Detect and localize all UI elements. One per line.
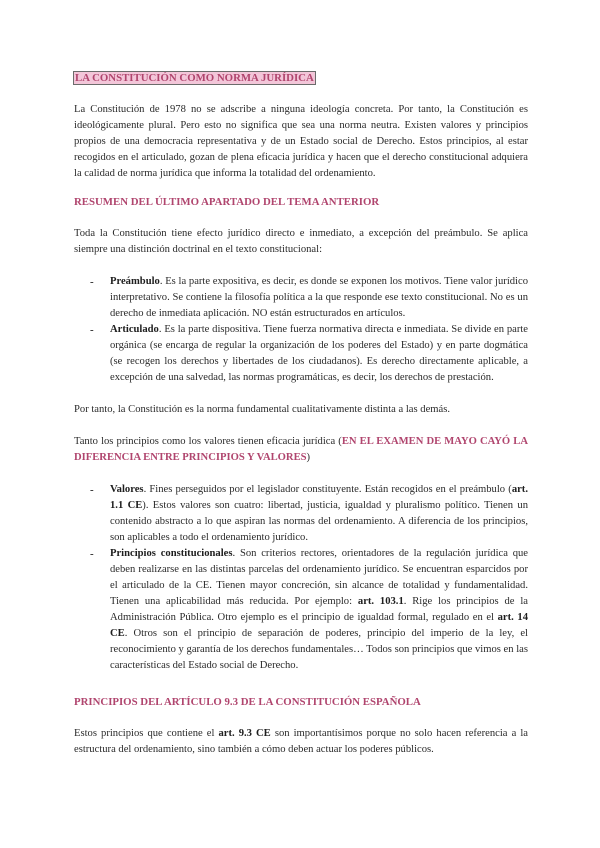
text-articulado: . Es la parte dispositiva. Tiene fuerza normativa directa e inmediata. Se divide en parte orgánica (se encarga de regular la organización de los poderes del Estado) y en parte dogmática (se recogen los derechos y libertades de los ciudadanos). Es derecho directamente aplicable, a excepción de una salvedad, las normas programáticas, es decir, los derechos de prestación.	[110, 324, 528, 383]
ref-art-9-3: art. 9.3 CE	[218, 728, 271, 739]
list-partes	[74, 274, 528, 386]
document-page	[74, 70, 528, 758]
paragraph-resumen-intro: Toda la Constitución tiene efecto jurídico directo e inmediato, a excepción del preámbulo. Se aplica siempre una distinción doctrinal en el texto constitucional:	[74, 228, 528, 255]
list-valores-principios	[74, 482, 528, 674]
valores-text-a: . Fines perseguidos por el legislador constituyente. Están recogidos en el preámbulo (	[143, 484, 512, 495]
principles-intro: Tanto los principios como los valores tienen eficacia jurídica (	[74, 436, 342, 447]
valores-text-b: ). Estos valores son cuatro: libertad, justicia, igualdad y pluralismo político. Tienen un contenido abstracto a lo que aspiran las normas del ordenamiento. A diferencia de los principios, son aplicables a todo el ordenamiento jurídico.	[110, 500, 528, 543]
ref-art-14: art. 14 CE	[110, 612, 529, 639]
list-item-principios	[74, 546, 528, 674]
paragraph-intro: La Constitución de 1978 no se adscribe a ninguna ideología concreta. Por tanto, la Constitución es ideológicamente plural. Pero esto no significa que sea una norma neutra. Existen valores y principios propios de una democracia representativa y de un Estado social de Derecho. Estos principios, al estar recogidos en el articulado, gozan de plena eficacia jurídica y hacen que el derecho constitucional adquiera la calidad de norma jurídica que informa la totalidad del ordenamiento.	[74, 104, 528, 179]
text-preambulo: . Es la parte expositiva, es decir, es donde se exponen los motivos. Tiene valor jurídico interpretativo. Se contiene la filosofía política a la que responde ese texto constitucional. No es un derecho de inmediata aplicación. NO están estructurados en artículos.	[110, 276, 528, 319]
principios-text-c: . Otros son el principio de separación de poderes, principio del imperio de la ley, el reconocimiento y garantía de los derechos fundamentales… Todos son principios que vimos en las características del Estado social de Derecho.	[110, 628, 528, 671]
principios-text-b: . Rige los principios de la Administración Pública. Otro ejemplo es el principio de igualdad formal, regulado en el	[110, 596, 528, 623]
term-preambulo: Preámbulo	[110, 276, 160, 287]
ref-art-103-1: art. 103.1	[357, 596, 404, 607]
principios-text-a: . Son criterios rectores, orientadores de la regulación jurídica que deben realizarse en las distintas parcelas del ordenamiento jurídico. Se encuentran esparcidos por el articulado de la CE. Tienen mayor concreción, sin alcance de totalidad y fundamentalidad. Tienen una aplicabilidad más reducida. Por ejemplo:	[110, 548, 529, 607]
section-title-articulo-9-3: PRINCIPIOS DEL ARTÍCULO 9.3 DE LA CONSTITUCIÓN ESPAÑOLA	[74, 696, 421, 708]
paragraph-principios-valores	[74, 434, 528, 466]
section-title-resumen: RESUMEN DEL ÚLTIMO APARTADO DEL TEMA ANTERIOR	[74, 196, 380, 208]
art93-text-b: son importantísimos porque no solo hacen referencia a la estructura del ordenamiento, sino también a cómo deben actuar los poderes públicos.	[74, 728, 528, 755]
list-item-preambulo	[74, 274, 528, 322]
paragraph-conclusion: Por tanto, la Constitución es la norma fundamental cualitativamente distinta a las demás.	[74, 404, 450, 415]
art93-text-a: Estos principios que contiene el	[74, 728, 219, 739]
highlighted-title: LA CONSTITUCIÓN COMO NORMA JURÍDICA	[75, 72, 314, 84]
section-title-constitucion	[74, 70, 528, 86]
ref-art-1-1: art. 1.1 CE	[110, 484, 528, 511]
paragraph-articulo-9-3	[74, 726, 528, 758]
term-valores: Valores	[110, 484, 144, 495]
term-principios: Principios constitucionales	[110, 548, 233, 559]
exam-note: EN EL EXAMEN DE MAYO CAYÓ LA DIFERENCIA ENTRE PRINCIPIOS Y VALORES	[74, 436, 528, 463]
list-item-articulado	[74, 322, 528, 386]
term-articulado: Articulado	[110, 324, 159, 335]
list-item-valores	[74, 482, 528, 546]
principles-close: )	[306, 452, 311, 463]
